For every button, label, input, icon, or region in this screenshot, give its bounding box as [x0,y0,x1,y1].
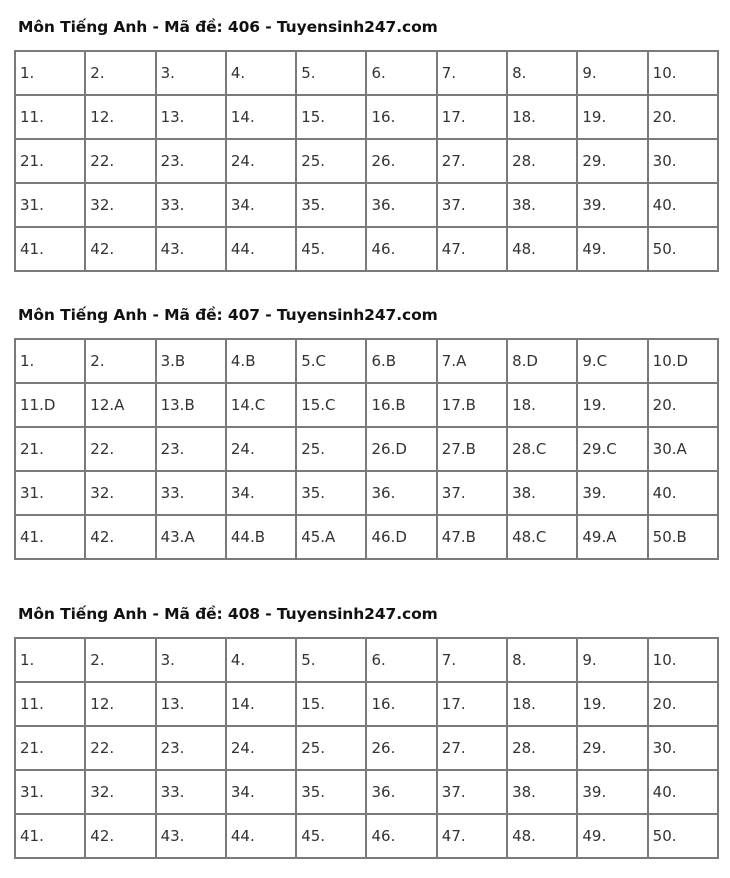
table-row [15,227,718,271]
answer-table-408 [14,637,719,859]
answer-cell: 6. [366,51,436,95]
answer-cell: 45. [296,814,366,858]
answer-cell: 44. [226,227,296,271]
answer-cell: 30. [648,139,718,183]
answer-cell: 8.D [507,339,577,383]
answer-cell: 9. [577,51,647,95]
answer-cell: 34. [226,770,296,814]
answer-cell: 28. [507,139,577,183]
answer-cell: 2. [85,339,155,383]
answer-cell: 8. [507,51,577,95]
answer-cell: 38. [507,183,577,227]
answer-cell: 11. [15,95,85,139]
answer-cell: 33. [156,770,226,814]
answer-cell: 21. [15,139,85,183]
answer-cell: 17. [437,682,507,726]
answer-cell: 2. [85,51,155,95]
answer-cell: 17. [437,95,507,139]
answer-cell: 41. [15,515,85,559]
table-row [15,139,718,183]
answer-cell: 18. [507,682,577,726]
answer-cell: 47.B [437,515,507,559]
answer-cell: 6. [366,638,436,682]
answer-cell: 3. [156,51,226,95]
answer-cell: 27. [437,139,507,183]
answer-cell: 49. [577,227,647,271]
answer-cell: 23. [156,726,226,770]
answer-cell: 19. [577,682,647,726]
answer-cell: 33. [156,471,226,515]
answer-cell: 25. [296,726,366,770]
answer-cell: 5. [296,638,366,682]
answer-cell: 19. [577,383,647,427]
answer-cell: 49.A [577,515,647,559]
answer-cell: 4.B [226,339,296,383]
answer-cell: 3.B [156,339,226,383]
table-row [15,383,718,427]
answer-table-406 [14,50,719,272]
answer-cell: 20. [648,95,718,139]
answer-cell: 13.B [156,383,226,427]
answer-cell: 5. [296,51,366,95]
answer-cell: 29. [577,726,647,770]
answer-cell: 20. [648,682,718,726]
answer-cell: 42. [85,515,155,559]
answer-cell: 16.B [366,383,436,427]
answer-cell: 1. [15,51,85,95]
answer-cell: 39. [577,183,647,227]
answer-cell: 39. [577,770,647,814]
answer-cell: 41. [15,814,85,858]
answer-cell: 46. [366,227,436,271]
table-row [15,51,718,95]
answer-cell: 9. [577,638,647,682]
answer-cell: 40. [648,183,718,227]
answer-cell: 37. [437,471,507,515]
answer-cell: 1. [15,638,85,682]
answer-cell: 14.C [226,383,296,427]
answer-cell: 38. [507,471,577,515]
answer-cell: 30. [648,726,718,770]
answer-cell: 40. [648,471,718,515]
answer-cell: 7. [437,51,507,95]
answer-cell: 43.A [156,515,226,559]
answer-cell: 32. [85,770,155,814]
answer-cell: 34. [226,183,296,227]
answer-cell: 42. [85,227,155,271]
answer-cell: 13. [156,682,226,726]
answer-cell: 48. [507,814,577,858]
answer-cell: 35. [296,770,366,814]
answer-cell: 18. [507,383,577,427]
answer-cell: 18. [507,95,577,139]
answer-cell: 50. [648,227,718,271]
table-row [15,682,718,726]
answer-cell: 12. [85,95,155,139]
answer-cell: 3. [156,638,226,682]
answer-cell: 28. [507,726,577,770]
answer-cell: 24. [226,139,296,183]
answer-cell: 22. [85,427,155,471]
answer-cell: 40. [648,770,718,814]
table-row [15,726,718,770]
answer-table-407 [14,338,719,560]
answer-cell: 35. [296,183,366,227]
answer-cell: 21. [15,726,85,770]
answer-cell: 47. [437,227,507,271]
answer-cell: 31. [15,183,85,227]
answer-cell: 32. [85,183,155,227]
answer-cell: 14. [226,682,296,726]
answer-cell: 12.A [85,383,155,427]
answer-cell: 11.D [15,383,85,427]
answer-cell: 42. [85,814,155,858]
answer-cell: 36. [366,770,436,814]
answer-cell: 25. [296,139,366,183]
answer-cell: 15. [296,682,366,726]
table-row [15,95,718,139]
answer-cell: 26. [366,139,436,183]
section-title-406: Môn Tiếng Anh - Mã đề: 406 - Tuyensinh247.com [18,18,438,36]
answer-cell: 50. [648,814,718,858]
answer-cell: 16. [366,95,436,139]
answer-cell: 25. [296,427,366,471]
answer-cell: 43. [156,814,226,858]
answer-cell: 1. [15,339,85,383]
answer-cell: 39. [577,471,647,515]
answer-cell: 21. [15,427,85,471]
answer-cell: 23. [156,139,226,183]
table-row [15,770,718,814]
answer-cell: 32. [85,471,155,515]
answer-cell: 41. [15,227,85,271]
answer-cell: 37. [437,770,507,814]
answer-cell: 26.D [366,427,436,471]
answer-cell: 49. [577,814,647,858]
answer-cell: 6.B [366,339,436,383]
answer-cell: 20. [648,383,718,427]
answer-cell: 47. [437,814,507,858]
answer-cell: 36. [366,183,436,227]
answer-cell: 29.C [577,427,647,471]
answer-cell: 4. [226,51,296,95]
answer-cell: 29. [577,139,647,183]
answer-cell: 13. [156,95,226,139]
answer-cell: 12. [85,682,155,726]
table-row [15,427,718,471]
answer-cell: 31. [15,770,85,814]
answer-cell: 7.A [437,339,507,383]
answer-cell: 8. [507,638,577,682]
section-title-407: Môn Tiếng Anh - Mã đề: 407 - Tuyensinh247.com [18,306,438,324]
table-row [15,814,718,858]
answer-cell: 9.C [577,339,647,383]
answer-cell: 46. [366,814,436,858]
answer-cell: 30.A [648,427,718,471]
table-row [15,183,718,227]
answer-cell: 23. [156,427,226,471]
section-title-408: Môn Tiếng Anh - Mã đề: 408 - Tuyensinh247.com [18,605,438,623]
answer-cell: 46.D [366,515,436,559]
answer-cell: 33. [156,183,226,227]
answer-cell: 35. [296,471,366,515]
table-row [15,471,718,515]
answer-cell: 4. [226,638,296,682]
answer-cell: 44.B [226,515,296,559]
answer-cell: 24. [226,726,296,770]
answer-cell: 45.A [296,515,366,559]
answer-cell: 50.B [648,515,718,559]
answer-cell: 17.B [437,383,507,427]
table-row [15,339,718,383]
answer-cell: 10. [648,51,718,95]
answer-cell: 34. [226,471,296,515]
answer-cell: 48.C [507,515,577,559]
answer-cell: 14. [226,95,296,139]
answer-cell: 10.D [648,339,718,383]
answer-cell: 48. [507,227,577,271]
answer-cell: 37. [437,183,507,227]
answer-cell: 22. [85,726,155,770]
answer-cell: 19. [577,95,647,139]
answer-cell: 15. [296,95,366,139]
answer-cell: 7. [437,638,507,682]
answer-cell: 26. [366,726,436,770]
answer-cell: 27. [437,726,507,770]
answer-cell: 15.C [296,383,366,427]
answer-cell: 31. [15,471,85,515]
answer-cell: 22. [85,139,155,183]
answer-cell: 10. [648,638,718,682]
answer-cell: 16. [366,682,436,726]
answer-cell: 43. [156,227,226,271]
answer-cell: 27.B [437,427,507,471]
answer-cell: 2. [85,638,155,682]
answer-cell: 38. [507,770,577,814]
answer-cell: 28.C [507,427,577,471]
answer-cell: 45. [296,227,366,271]
table-row [15,638,718,682]
answer-cell: 44. [226,814,296,858]
answer-cell: 5.C [296,339,366,383]
answer-cell: 36. [366,471,436,515]
answer-cell: 11. [15,682,85,726]
table-row [15,515,718,559]
answer-cell: 24. [226,427,296,471]
